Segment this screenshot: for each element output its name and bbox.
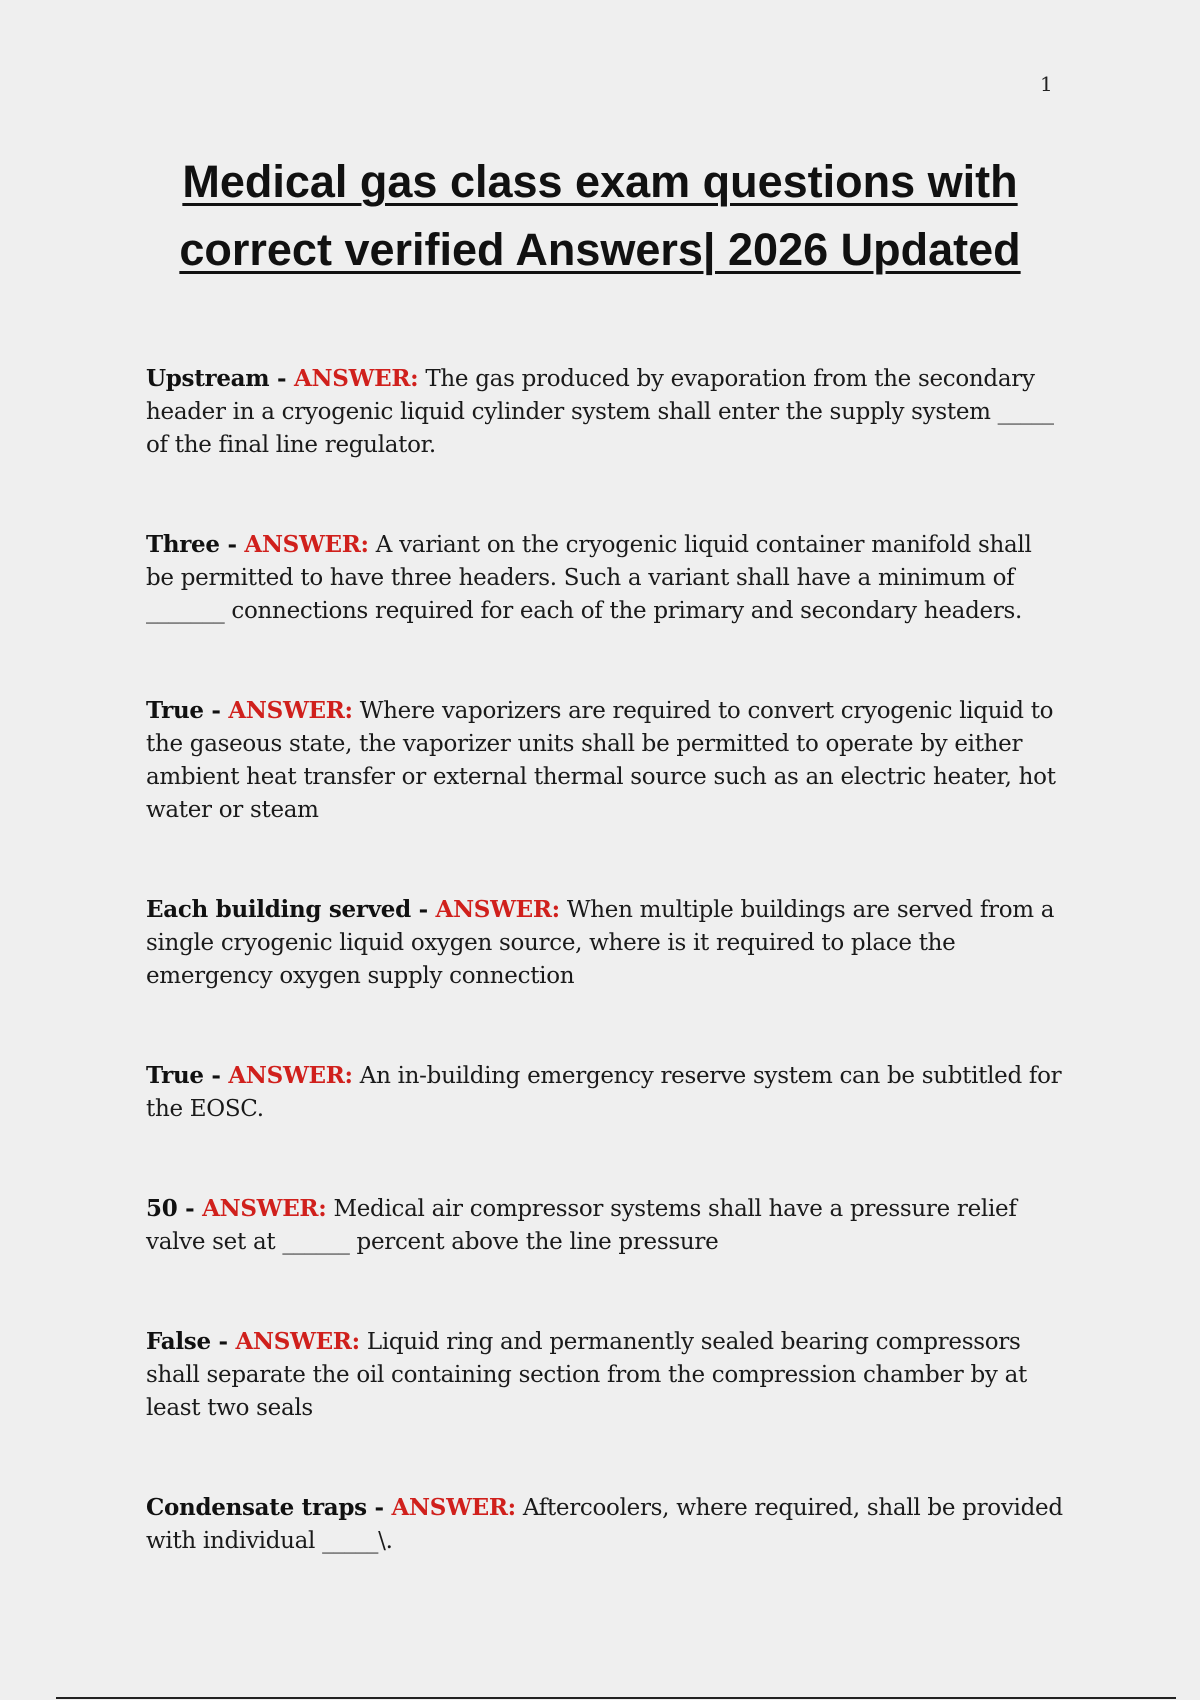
- separator: -: [203, 697, 229, 724]
- qa-item: [146, 1491, 1066, 1558]
- question-text: A variant on the cryogenic liquid container manifold shall be permitted to have three headers. Such a variant shall have a minimum of _______ connections required for each of the primary and secondary headers.: [146, 532, 1032, 624]
- answer-term: False: [146, 1328, 211, 1355]
- answer-term: True: [146, 697, 204, 724]
- page-number: 1: [1040, 72, 1053, 96]
- answer-label: ANSWER:: [435, 896, 560, 923]
- answer-term: Upstream: [146, 365, 270, 392]
- qa-item: [146, 694, 1066, 827]
- question-text: When multiple buildings are served from a single cryogenic liquid oxygen source, where is it required to place the emergency oxygen supply connection: [146, 897, 1055, 989]
- separator: -: [210, 1328, 236, 1355]
- question-text: Liquid ring and permanently sealed bearing compressors shall separate the oil containing section from the compression chamber by at least two seals: [146, 1329, 1027, 1421]
- qa-item: [146, 1192, 1066, 1259]
- answer-term: 50: [146, 1195, 178, 1222]
- qa-item: [146, 1059, 1066, 1126]
- qa-item: [146, 1325, 1066, 1425]
- answer-term: True: [146, 1062, 204, 1089]
- answer-label: ANSWER:: [235, 1328, 360, 1355]
- separator: -: [410, 896, 436, 923]
- separator: -: [219, 531, 245, 558]
- separator: -: [366, 1494, 392, 1521]
- answer-label: ANSWER:: [391, 1494, 516, 1521]
- answer-label: ANSWER:: [293, 365, 419, 392]
- question-text: Aftercoolers, where required, shall be provided with individual _____\.: [146, 1495, 1063, 1554]
- qa-item: [146, 528, 1066, 628]
- answer-label: ANSWER:: [244, 531, 369, 558]
- answer-label: ANSWER:: [228, 697, 353, 724]
- question-text: An in-building emergency reserve system can be subtitled for the EOSC.: [146, 1063, 1062, 1122]
- page-title: Medical gas class exam questions with correct verified Answers| 2026 Updated: [179, 156, 1021, 275]
- answer-label: ANSWER:: [228, 1062, 353, 1089]
- qa-item: [146, 893, 1066, 993]
- question-text: The gas produced by evaporation from the secondary header in a cryogenic liquid cylinder system shall enter the supply system _____ of the final line regulator.: [146, 366, 1054, 458]
- answer-term: Each building served: [146, 896, 411, 923]
- separator: -: [269, 365, 294, 392]
- qa-list: [146, 362, 1066, 1624]
- answer-term: Three: [146, 531, 220, 558]
- qa-item: [146, 362, 1066, 462]
- question-text: Medical air compressor systems shall have a pressure relief valve set at ______ percent above the line pressure: [146, 1196, 1017, 1255]
- separator: -: [177, 1195, 203, 1222]
- footer-rule: [56, 1697, 1176, 1699]
- separator: -: [203, 1062, 229, 1089]
- answer-label: ANSWER:: [202, 1195, 327, 1222]
- question-text: Where vaporizers are required to convert cryogenic liquid to the gaseous state, the vaporizer units shall be permitted to operate by either ambient heat transfer or external thermal source such as an electric heater, hot water or steam: [146, 698, 1056, 823]
- answer-term: Condensate traps: [146, 1494, 367, 1521]
